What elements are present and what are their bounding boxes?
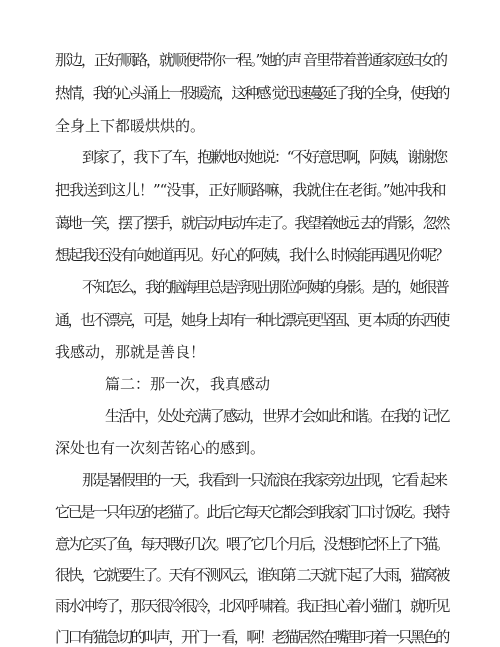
text-line: 门口有猫急切的叫声，开门一 看，啊！老猫居然在嘴里叼着一只黑色的: [55, 628, 448, 646]
text-line: 把我送到这儿！”“没事，正好顺路嘛，我就住在老街。”她冲我和: [55, 181, 446, 199]
text-line: 它已是一只年迈的老猫了。此后它每天它都会到我家门口讨 饭吃。我特: [55, 503, 448, 521]
text-line: 意为它买了鱼，每天喂好几次。喂了它几个月后，没 想到它怀上了下猫。: [55, 535, 448, 553]
text-line: 不知怎么，我的脑海里总是浮现出那位阿姨的身影。是的，她很普: [82, 278, 448, 296]
text-line: 想起我还没有向她道再见。好心的阿姨，我什么 时候能再遇见你呢？: [55, 246, 448, 264]
text-line: 生活中，处处充满了感动，世界才会如此和谐。在我的 记忆: [105, 407, 449, 425]
text-line: 到家了，我下了车，抱歉地对她说：“不好意思啊，阿姨，谢谢您: [82, 148, 446, 166]
text-line: 蔼地一笑，摆了摆手，就启动电动车走了。我望着她远 去的背影，忽然: [55, 214, 448, 232]
text-line: 我感动，那就是善良！: [55, 343, 206, 361]
text-line: 全身上下都暖烘烘的。: [55, 117, 206, 135]
text-line: 热情，我的心头涌上一股暖流，这种感 觉迅速蔓延了我的全身，使我的: [55, 84, 448, 102]
text-line: 雨水冲垮了，那天很冷很冷，北风呼 啸着。我正担心着小猫们，就听见: [55, 597, 448, 615]
text-line: 通，也不漂亮，可是，她身上却有一种比漂亮更坚固、更 本质的东西使: [55, 311, 448, 329]
text-line: 那边，正好顺路，就顺便带你一程。”她的声 音里带着普通家庭妇女的: [55, 51, 446, 69]
text-line: 那是暑假里的一天，我看到一只流浪在我家旁边出现，它看 起来: [82, 471, 446, 489]
text-line: 很快，它就要生了。天有不测风云，谁知第 二天就下起了大雨，猫窝被: [55, 566, 448, 584]
section-heading: 篇二：那一次，我真感动: [105, 375, 271, 393]
text-line: 深处也有一次刻苦铭心的感到。: [55, 439, 266, 457]
